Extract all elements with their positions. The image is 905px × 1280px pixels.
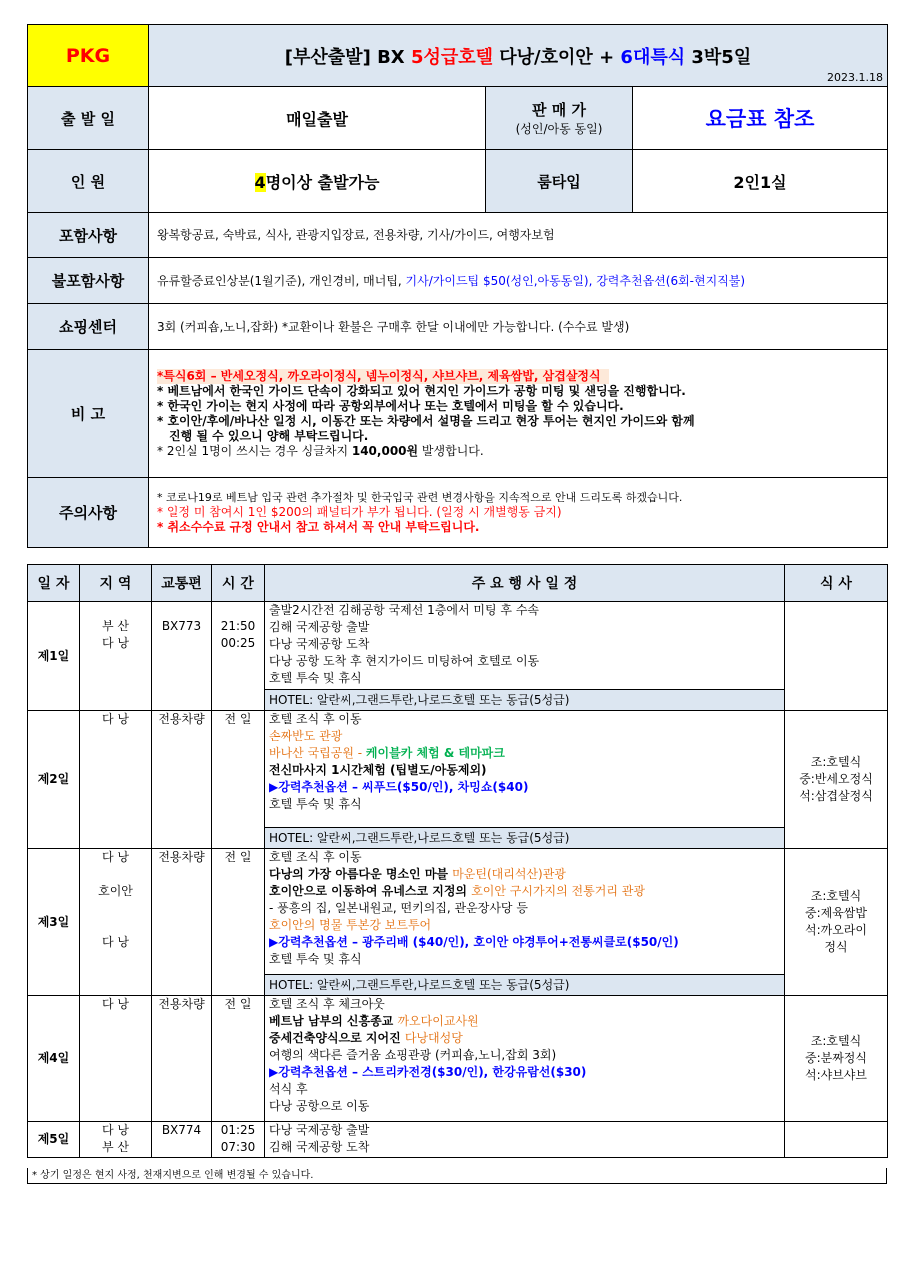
caution-label: 주의사항 [28, 478, 149, 548]
day-4-region: 다 낭 [80, 996, 152, 1122]
room-label: 룸타입 [486, 150, 633, 213]
departure-value: 매일출발 [149, 87, 486, 150]
day-5-label: 제5일 [28, 1122, 80, 1158]
day-1-transport: BX773 [152, 602, 212, 711]
package-title: [부산출발] BX 5성급호텔 다낭/호이안 + 6대특식 3박5일 2023.1.18 [149, 25, 888, 87]
day-2-meals: 조:호텔식 중:반세오정식 석:삼겹살정식 [785, 711, 888, 849]
day-3-time: 전 일 [212, 849, 265, 996]
day-5-activities: 다낭 국제공항 출발 김해 국제공항 도착 [265, 1122, 785, 1158]
day-4-transport: 전용차량 [152, 996, 212, 1122]
day-4-label: 제4일 [28, 996, 80, 1122]
day-5-transport: BX774 [152, 1122, 212, 1158]
include-value: 왕복항공료, 숙박료, 식사, 관광지입장료, 전용차량, 기사/가이드, 여행자보험 [149, 213, 888, 258]
day-4-meals: 조:호텔식 중:분짜정식 석:샤브샤브 [785, 996, 888, 1122]
day-4-activities: 호텔 조식 후 체크아웃 베트남 남부의 신흥종교 까오다이교사원 중세건축양식으로 지어진 다낭대성당 여행의 색다른 즐거움 쇼핑관광 (커피숍,노니,잡회 3회) ▶강력추천옵션 – 스트리카전경($30/인), 한강유람선($30) 석식 후 다낭 공항으로 이동 [265, 996, 785, 1122]
day-3-activities: 호텔 조식 후 이동 다낭의 가장 아름다운 명소인 마블 마운틴(대리석산)관광 호이안으로 이동하여 유네스코 지정의 호이안 구시가지의 전통거리 관광 - 풍흥의 집, 일본내원교, 떤키의집, 관운장사당 등 호이안의 명물 투본강 보트투어 ▶강력추천옵션 – 광주리배 ($40/인), 호이안 야경투어+전통씨클로($50/인) 호텔 투숙 및 휴식 [265, 849, 785, 975]
schedule-footnote: * 상기 일정은 현지 사정, 천재지변으로 인해 변경될 수 있습니다. [27, 1168, 887, 1184]
shopping-label: 쇼핑센터 [28, 304, 149, 350]
include-label: 포함사항 [28, 213, 149, 258]
price-label: 판 매 가 (성인/아동 동일) [486, 87, 633, 150]
col-header-transport: 교통편 [152, 565, 212, 602]
day-3-label: 제3일 [28, 849, 80, 996]
exclude-label: 불포함사항 [28, 258, 149, 304]
day-1-activities: 출발2시간전 김해공항 국제선 1층에서 미팅 후 수속 김해 국제공항 출발 다낭 국제공항 도착 다낭 공항 도착 후 현지가이드 미팅하여 호텔로 이동 호텔 투숙 및 휴식 [265, 602, 785, 690]
day-1-meals [785, 602, 888, 711]
day-2-time: 전 일 [212, 711, 265, 849]
document-date: 2023.1.18 [827, 71, 884, 84]
room-value: 2인1실 [633, 150, 888, 213]
col-header-meals: 식 사 [785, 565, 888, 602]
package-info-table [27, 24, 888, 548]
day-4-time: 전 일 [212, 996, 265, 1122]
day-3-hotel: HOTEL: 알란씨,그랜드투란,나로드호텔 또는 동급(5성급) [265, 975, 785, 996]
day-2-hotel: HOTEL: 알란씨,그랜드투란,나로드호텔 또는 동급(5성급) [265, 828, 785, 849]
day-2-activities: 호텔 조식 후 이동 손짜반도 관광 바나산 국립공원 - 케이블카 체험 & 테마파크 전신마사지 1시간체험 (팁별도/아동제외) ▶강력추천옵션 – 씨푸드($50/인), 차밍쇼($40) 호텔 투숙 및 휴식 [265, 711, 785, 828]
day-5-meals [785, 1122, 888, 1158]
col-header-region: 지 역 [80, 565, 152, 602]
day-1-time: 21:50 00:25 [212, 602, 265, 711]
day-1-region: 부 산 다 낭 [80, 602, 152, 711]
day-1-label: 제1일 [28, 602, 80, 711]
departure-label: 출 발 일 [28, 87, 149, 150]
remark-value: *특식6회 – 반세오정식, 까오라이정식, 넴누이정식, 샤브샤브, 제육쌈밥, 삼겹살정식 * 베트남에서 한국인 가이드 단속이 강화되고 있어 현지인 가이드가 공항 미팅 및 샌딩을 진행합니다. * 한국인 가이는 현지 사정에 따라 공항외부에서나 또는 호텔에서 미팅을 할 수 있습니다. * 호이안/후에/바나산 일정 시, 이동간 또는 차량에서 설명을 드리고 현장 투어는 현지인 가이드와 함께 진행 될 수 있으니 양해 부탁드립니다. * 2인실 1명이 쓰시는 경우 싱글차지 140,000원 발생합니다. [149, 350, 888, 478]
special-meals-note: *특식6회 – 반세오정식, 까오라이정식, 넴누이정식, 샤브샤브, 제육쌈밥, 삼겹살정식 [157, 369, 609, 384]
itinerary-table [27, 564, 888, 1158]
day-1-hotel: HOTEL: 알란씨,그랜드투란,나로드호텔 또는 동급(5성급) [265, 690, 785, 711]
day-3-region: 다 낭 호이안 다 낭 [80, 849, 152, 996]
col-header-activities: 주 요 행 사 일 정 [265, 565, 785, 602]
day-5-time: 01:25 07:30 [212, 1122, 265, 1158]
people-value: 4명이상 출발가능 [149, 150, 486, 213]
remark-label: 비 고 [28, 350, 149, 478]
pkg-badge: PKG [28, 25, 149, 87]
day-3-meals: 조:호텔식 중:제육쌈밥 석:까오라이 정식 [785, 849, 888, 996]
price-value: 요금표 참조 [633, 87, 888, 150]
day-3-transport: 전용차량 [152, 849, 212, 996]
caution-value: * 코로나19로 베트남 입국 관련 추가절차 및 한국입국 관련 변경사항을 지속적으로 안내 드리도록 하겠습니다. * 일정 미 참여시 1인 $200의 패널티가 부가 됩니다. (일정 시 개별행동 금지) * 취소수수료 규정 안내서 참고 하셔서 꼭 안내 부탁드립니다. [149, 478, 888, 548]
day-2-transport: 전용차량 [152, 711, 212, 849]
exclude-value: 유류할증료인상분(1월기준), 개인경비, 매너팁, 기사/가이드팁 $50(성인,아동동일), 강력추천옵션(6회-현지직불) [149, 258, 888, 304]
shopping-value: 3회 (커피숍,노니,잡화) *교환이나 환불은 구매후 한달 이내에만 가능합니다. (수수료 발생) [149, 304, 888, 350]
people-label: 인 원 [28, 150, 149, 213]
day-5-region: 다 낭 부 산 [80, 1122, 152, 1158]
day-2-label: 제2일 [28, 711, 80, 849]
day-2-region: 다 낭 [80, 711, 152, 849]
col-header-time: 시 간 [212, 565, 265, 602]
col-header-day: 일 자 [28, 565, 80, 602]
